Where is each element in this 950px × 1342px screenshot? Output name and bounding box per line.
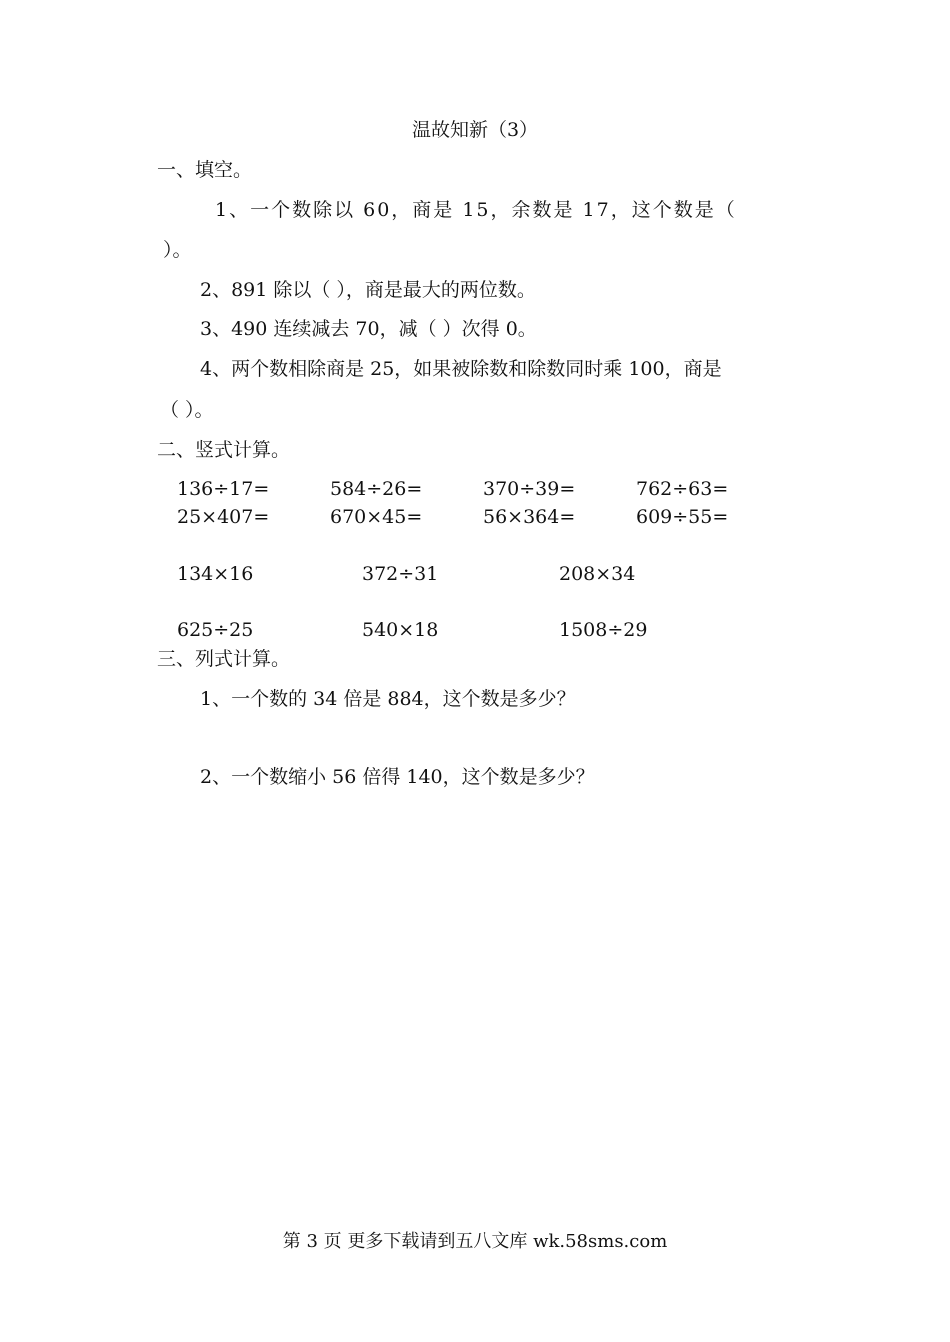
calc-item: 625÷25 [177, 619, 254, 641]
calc-item: 136÷17= [177, 478, 270, 500]
calc-item: 609÷55= [636, 506, 729, 528]
calc-item: 540×18 [362, 619, 439, 641]
question-3-2-text: 2、一个数缩小 56 倍得 140，这个数是多少？ [200, 766, 595, 788]
section3-heading: 三、列式计算。 [157, 648, 291, 670]
section1-heading: 一、填空。 [157, 159, 253, 181]
question-1-1-text-continued: ）。 [163, 239, 192, 261]
calc-item: 584÷26= [330, 478, 423, 500]
calc-item: 1508÷29 [559, 619, 648, 641]
calc-item: 25×407= [177, 506, 270, 528]
calc-item: 370÷39= [483, 478, 576, 500]
calc-item: 208×34 [559, 563, 636, 585]
calc-item: 670×45= [330, 506, 423, 528]
calc-item: 372÷31 [362, 563, 439, 585]
page-footer: 第 3 页 更多下载请到五八文库 wk.58sms.com [282, 1231, 668, 1252]
question-1-1-text: 1、一个数除以 60，商是 15，余数是 17，这个数是（ [215, 199, 737, 221]
question-1-3-text: 3、490 连续减去 70，减（ ）次得 0。 [200, 318, 537, 340]
question-3-1-text: 1、一个数的 34 倍是 884，这个数是多少？ [200, 688, 576, 710]
question-1-2-text: 2、891 除以（ ），商是最大的两位数。 [200, 279, 536, 301]
calc-item: 56×364= [483, 506, 576, 528]
question-1-4-text-continued: （ ）。 [160, 399, 214, 421]
page-title: 温故知新（3） [411, 119, 539, 141]
calc-item: 762÷63= [636, 478, 729, 500]
question-1-4-text: 4、两个数相除商是 25，如果被除数和除数同时乘 100，商是 [200, 358, 722, 380]
calc-item: 134×16 [177, 563, 254, 585]
section2-heading: 二、竖式计算。 [157, 439, 291, 461]
